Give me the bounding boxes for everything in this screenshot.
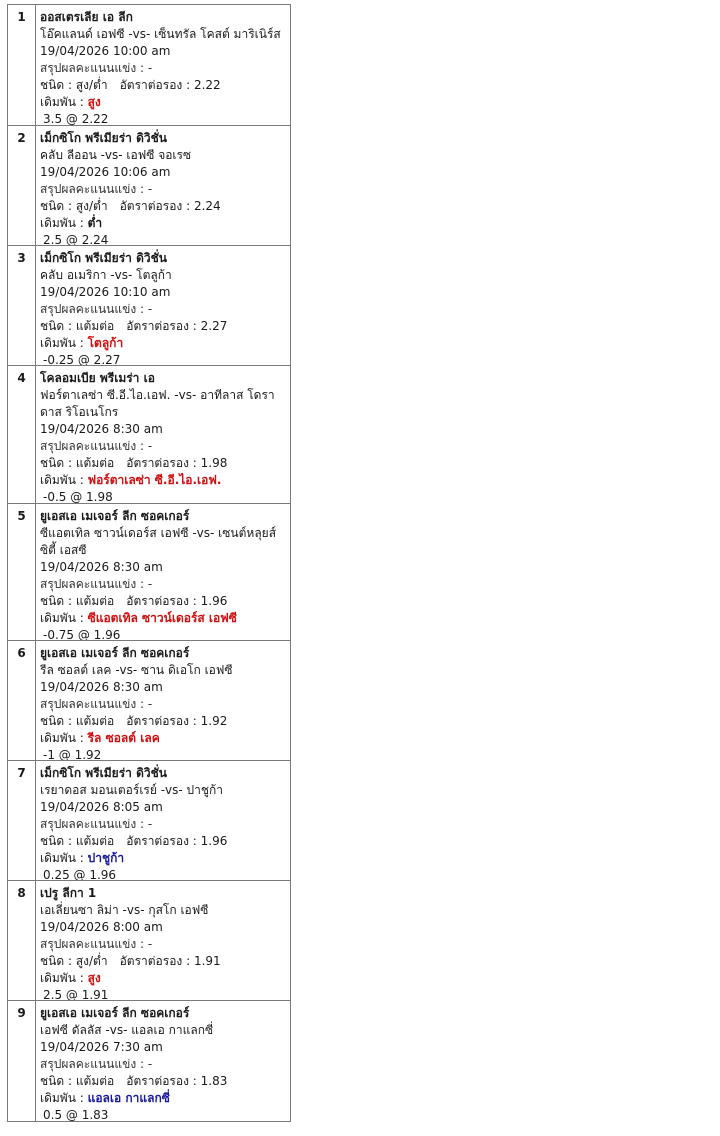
bet-row	[8, 640, 290, 760]
match-name: เอฟซี ดัลลัส -vs- แอลเอ กาแลกซี่	[40, 1023, 214, 1037]
bet-type: สูง/ต่ำ	[75, 78, 108, 92]
stake-odds: -1 @ 1.92	[43, 748, 102, 762]
bet-type: สูง/ต่ำ	[75, 199, 108, 213]
bet-pick: โตลูก้า	[87, 336, 124, 350]
bet-label: เดิมพัน :	[40, 1091, 88, 1105]
bet-type-line	[40, 77, 288, 94]
bet-row	[8, 5, 290, 125]
bet-row	[8, 760, 290, 880]
stake-odds: 0.25 @ 1.96	[43, 868, 117, 882]
row-number: 1	[8, 5, 36, 125]
bet-details	[36, 881, 290, 1007]
result-summary: สรุปผลคะแนนแข่ง : -	[40, 937, 153, 951]
result-summary: สรุปผลคะแนนแข่ง : -	[40, 817, 153, 831]
match-name: คลับ อเมริกา -vs- โตลูก้า	[40, 268, 172, 282]
league-name: เม็กซิโก พรีเมียร่า ดิวิชั่น	[40, 131, 167, 145]
league-name: ยูเอสเอ เมเจอร์ ลีก ซอคเกอร์	[40, 646, 190, 660]
match-name: ฟอร์ตาเลซ่า ซี.อี.ไอ.เอฟ. -vs- อาทีลาส โดราดาส ริโอเนโกร	[40, 388, 275, 419]
bet-pick: รีล ซอลต์ เลค	[87, 731, 160, 745]
bet-type-line	[40, 833, 288, 850]
odds-value: 2.24	[193, 199, 221, 213]
stake-odds: 3.5 @ 2.22	[43, 112, 109, 126]
bet-details	[36, 246, 290, 372]
match-time: 19/04/2026 8:30 am	[40, 680, 163, 694]
row-number: 3	[8, 246, 36, 365]
result-summary: สรุปผลคะแนนแข่ง : -	[40, 1057, 153, 1071]
bet-pick: ปาชูก้า	[87, 851, 125, 865]
odds-value: 2.27	[200, 319, 228, 333]
bet-pick-line	[40, 730, 288, 747]
type-label: ชนิด :	[40, 199, 76, 213]
league-name: เม็กซิโก พรีเมียร่า ดิวิชั่น	[40, 766, 167, 780]
match-time: 19/04/2026 8:00 am	[40, 920, 163, 934]
row-number: 9	[8, 1001, 36, 1121]
odds-label: อัตราต่อรอง :	[126, 456, 201, 470]
odds-value: 1.98	[200, 456, 228, 470]
bet-row	[8, 245, 290, 365]
bet-label: เดิมพัน :	[40, 971, 88, 985]
league-name: เปรู ลีกา 1	[40, 886, 97, 900]
bet-type-line	[40, 713, 288, 730]
bet-row	[8, 125, 290, 245]
type-label: ชนิด :	[40, 714, 76, 728]
bet-pick: แอลเอ กาแลกซี่	[87, 1091, 170, 1105]
bet-pick: สูง	[87, 971, 101, 985]
stake-odds: 2.5 @ 1.91	[43, 988, 109, 1002]
odds-label: อัตราต่อรอง :	[126, 714, 201, 728]
bet-type-line	[40, 455, 288, 472]
bet-type: แต้มต่อ	[75, 319, 115, 333]
bet-pick: สูง	[87, 95, 101, 109]
bet-details	[36, 1001, 290, 1127]
bet-row	[8, 365, 290, 503]
bet-label: เดิมพัน :	[40, 336, 88, 350]
row-number: 5	[8, 504, 36, 640]
bet-details	[36, 504, 290, 647]
match-name: โอ๊คแลนด์ เอฟซี -vs- เซ็นทรัล โคสต์ มาริเนิร์ส	[40, 27, 281, 41]
match-time: 19/04/2026 10:00 am	[40, 44, 171, 58]
result-summary: สรุปผลคะแนนแข่ง : -	[40, 697, 153, 711]
bet-type: แต้มต่อ	[75, 456, 115, 470]
odds-label: อัตราต่อรอง :	[119, 954, 194, 968]
bet-row	[8, 1000, 290, 1121]
odds-label: อัตราต่อรอง :	[119, 78, 194, 92]
stake-odds: 0.5 @ 1.83	[43, 1108, 109, 1122]
match-time: 19/04/2026 7:30 am	[40, 1040, 163, 1054]
bet-pick-line	[40, 335, 288, 352]
match-time: 19/04/2026 10:06 am	[40, 165, 171, 179]
bet-type: แต้มต่อ	[75, 594, 115, 608]
league-name: ยูเอสเอ เมเจอร์ ลีก ซอคเกอร์	[40, 509, 190, 523]
league-name: ยูเอสเอ เมเจอร์ ลีก ซอคเกอร์	[40, 1006, 190, 1020]
bet-pick-line	[40, 1090, 288, 1107]
match-name: เอเลี่ยนซา ลิม่า -vs- กุสโก เอฟซี	[40, 903, 209, 917]
result-summary: สรุปผลคะแนนแข่ง : -	[40, 61, 153, 75]
odds-label: อัตราต่อรอง :	[126, 319, 201, 333]
row-number: 8	[8, 881, 36, 1000]
bet-pick: ต่ำ	[87, 216, 103, 230]
bet-type-line	[40, 593, 288, 610]
type-label: ชนิด :	[40, 78, 76, 92]
odds-value: 1.83	[200, 1074, 228, 1088]
odds-value: 1.92	[200, 714, 228, 728]
bet-pick-line	[40, 610, 288, 627]
bet-list	[7, 4, 291, 1122]
bet-type-line	[40, 1073, 288, 1090]
stake-odds: -0.75 @ 1.96	[43, 628, 121, 642]
bet-type-line	[40, 953, 288, 970]
league-name: ออสเตรเลีย เอ ลีก	[40, 10, 133, 24]
result-summary: สรุปผลคะแนนแข่ง : -	[40, 182, 153, 196]
bet-details	[36, 126, 290, 252]
bet-label: เดิมพัน :	[40, 95, 88, 109]
bet-pick-line	[40, 472, 288, 489]
bet-pick-line	[40, 850, 288, 867]
bet-type: แต้มต่อ	[75, 714, 115, 728]
bet-pick-line	[40, 215, 288, 232]
row-number: 4	[8, 366, 36, 503]
bet-type-line	[40, 198, 288, 215]
match-time: 19/04/2026 8:30 am	[40, 422, 163, 436]
type-label: ชนิด :	[40, 1074, 76, 1088]
result-summary: สรุปผลคะแนนแข่ง : -	[40, 439, 153, 453]
bet-details	[36, 366, 290, 509]
bet-details	[36, 641, 290, 767]
type-label: ชนิด :	[40, 834, 76, 848]
match-name: ซีแอตเทิล ซาวน์เดอร์ส เอฟซี -vs- เซนต์หลุยส์ ซิตี้ เอสซี	[40, 526, 277, 557]
type-label: ชนิด :	[40, 954, 76, 968]
league-name: เม็กซิโก พรีเมียร่า ดิวิชั่น	[40, 251, 167, 265]
row-number: 6	[8, 641, 36, 760]
bet-pick-line	[40, 94, 288, 111]
bet-pick-line	[40, 970, 288, 987]
bet-details	[36, 761, 290, 887]
bet-type-line	[40, 318, 288, 335]
bet-pick: ซีแอตเทิล ซาวน์เดอร์ส เอฟซี	[87, 611, 237, 625]
type-label: ชนิด :	[40, 456, 76, 470]
odds-label: อัตราต่อรอง :	[119, 199, 194, 213]
stake-odds: -0.25 @ 2.27	[43, 353, 121, 367]
row-number: 7	[8, 761, 36, 880]
bet-label: เดิมพัน :	[40, 216, 88, 230]
stake-odds: -0.5 @ 1.98	[43, 490, 113, 504]
result-summary: สรุปผลคะแนนแข่ง : -	[40, 302, 153, 316]
match-name: คลับ ลีออน -vs- เอฟซี จอเรซ	[40, 148, 192, 162]
bet-type: แต้มต่อ	[75, 834, 115, 848]
match-name: เรยาดอส มอนเตอร์เรย์ -vs- ปาชูก้า	[40, 783, 224, 797]
bet-details	[36, 5, 290, 131]
league-name: โคลอมเบีย พรีเมร่า เอ	[40, 371, 155, 385]
stake-odds: 2.5 @ 2.24	[43, 233, 109, 247]
bet-row	[8, 503, 290, 640]
odds-value: 2.22	[193, 78, 221, 92]
odds-label: อัตราต่อรอง :	[126, 594, 201, 608]
match-time: 19/04/2026 8:30 am	[40, 560, 163, 574]
bet-pick: ฟอร์ตาเลซ่า ซี.อี.ไอ.เอฟ.	[87, 473, 222, 487]
odds-value: 1.96	[200, 594, 228, 608]
odds-value: 1.91	[193, 954, 221, 968]
type-label: ชนิด :	[40, 319, 76, 333]
type-label: ชนิด :	[40, 594, 76, 608]
bet-label: เดิมพัน :	[40, 851, 88, 865]
odds-label: อัตราต่อรอง :	[126, 1074, 201, 1088]
bet-label: เดิมพัน :	[40, 731, 88, 745]
bet-label: เดิมพัน :	[40, 611, 88, 625]
match-name: รีล ซอลต์ เลค -vs- ซาน ดิเอโก เอฟซี	[40, 663, 233, 677]
bet-type: แต้มต่อ	[75, 1074, 115, 1088]
odds-label: อัตราต่อรอง :	[126, 834, 201, 848]
bet-label: เดิมพัน :	[40, 473, 88, 487]
match-time: 19/04/2026 10:10 am	[40, 285, 171, 299]
bet-row	[8, 880, 290, 1000]
odds-value: 1.96	[200, 834, 228, 848]
result-summary: สรุปผลคะแนนแข่ง : -	[40, 577, 153, 591]
bet-type: สูง/ต่ำ	[75, 954, 108, 968]
row-number: 2	[8, 126, 36, 245]
match-time: 19/04/2026 8:05 am	[40, 800, 163, 814]
